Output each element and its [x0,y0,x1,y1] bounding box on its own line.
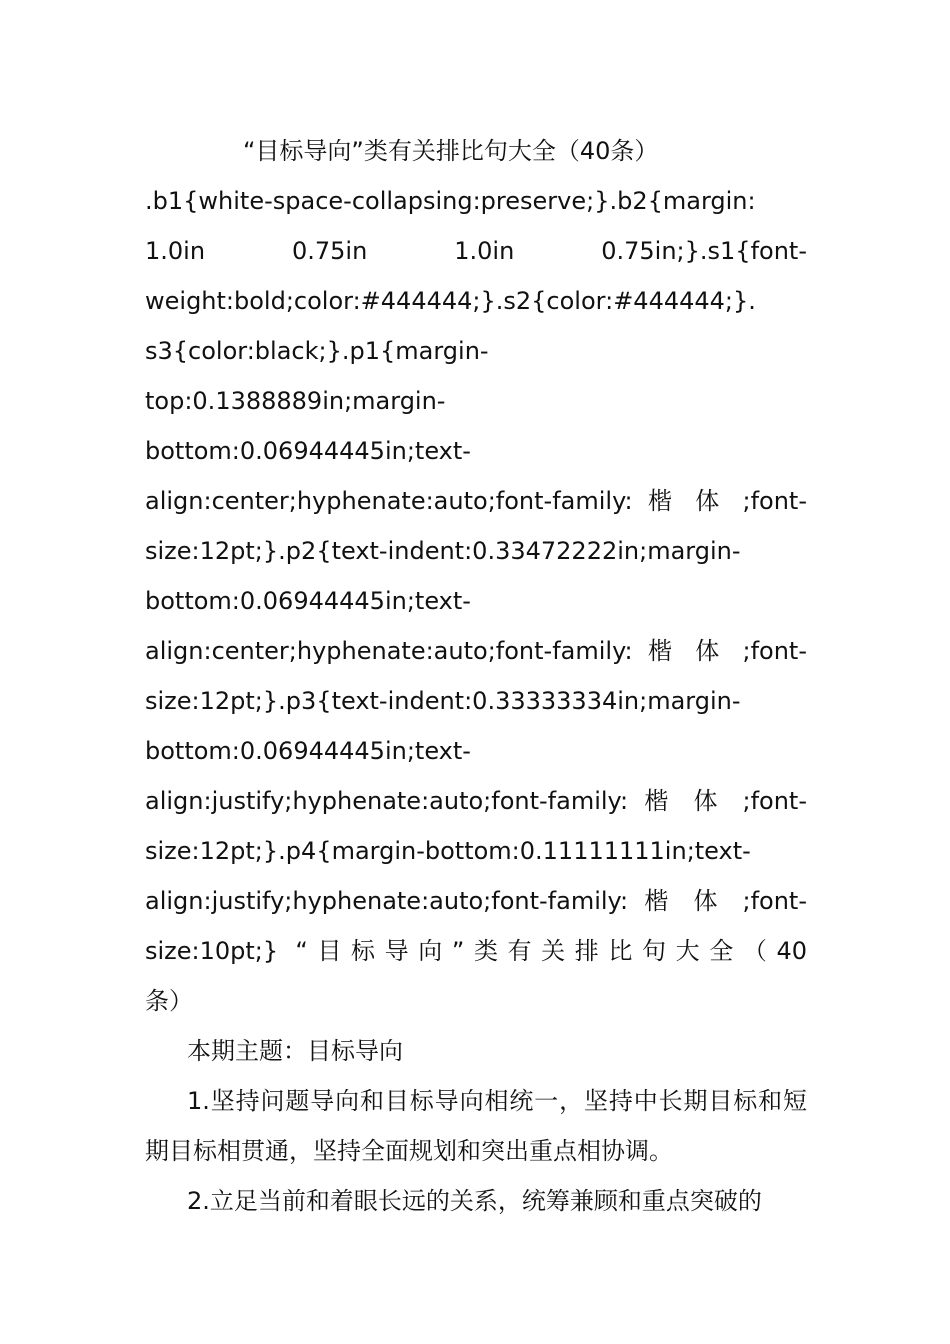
css-text-line: bottom:0.06944445in;text- [145,437,471,465]
css-text-line: align:justify;hyphenate:auto;font-family: 楷 体 ;font- [145,787,807,815]
css-text-line: s3{color:black;}.p1{margin- [145,337,489,365]
css-text-line: size:10pt;} “目标导向”类有关排比句大全（40 [145,937,807,965]
list-item: 1.坚持问题导向和目标导向相统一，坚持中长期目标和短期目标相贯通，坚持全面规划和突出重点相协调。 [145,1087,807,1165]
document-content [145,126,807,1226]
list-item: 2.立足当前和着眼长远的关系，统筹兼顾和重点突破的 [187,1187,762,1215]
css-text-line: weight:bold;color:#444444;}.s2{color:#444444;}. [145,287,756,315]
css-text-line: .b1{white-space-collapsing:preserve;}.b2{margin: [145,187,756,215]
css-text-line: 1.0in 0.75in 1.0in 0.75in;}.s1{font- [145,237,807,265]
css-text-line: align:justify;hyphenate:auto;font-family: 楷 体 ;font- [145,887,807,915]
css-text-line: size:12pt;}.p4{margin-bottom:0.11111111in;text- [145,837,751,865]
css-text-line: size:12pt;}.p2{text-indent:0.33472222in;margin- [145,537,741,565]
css-text-line: top:0.1388889in;margin- [145,387,446,415]
theme-paragraph: 本期主题：目标导向 [187,1037,403,1065]
embedded-css-text [145,176,807,1026]
css-text-line: align:center;hyphenate:auto;font-family: 楷 体 ;font- [145,637,807,665]
css-text-line: 条） [145,987,193,1015]
css-text-line: bottom:0.06944445in;text- [145,737,471,765]
css-text-line: bottom:0.06944445in;text- [145,587,471,615]
document-title: “目标导向”类有关排比句大全（40条） [243,137,659,165]
css-text-line: size:12pt;}.p3{text-indent:0.33333334in;margin- [145,687,741,715]
css-text-line: align:center;hyphenate:auto;font-family: 楷 体 ;font- [145,487,807,515]
